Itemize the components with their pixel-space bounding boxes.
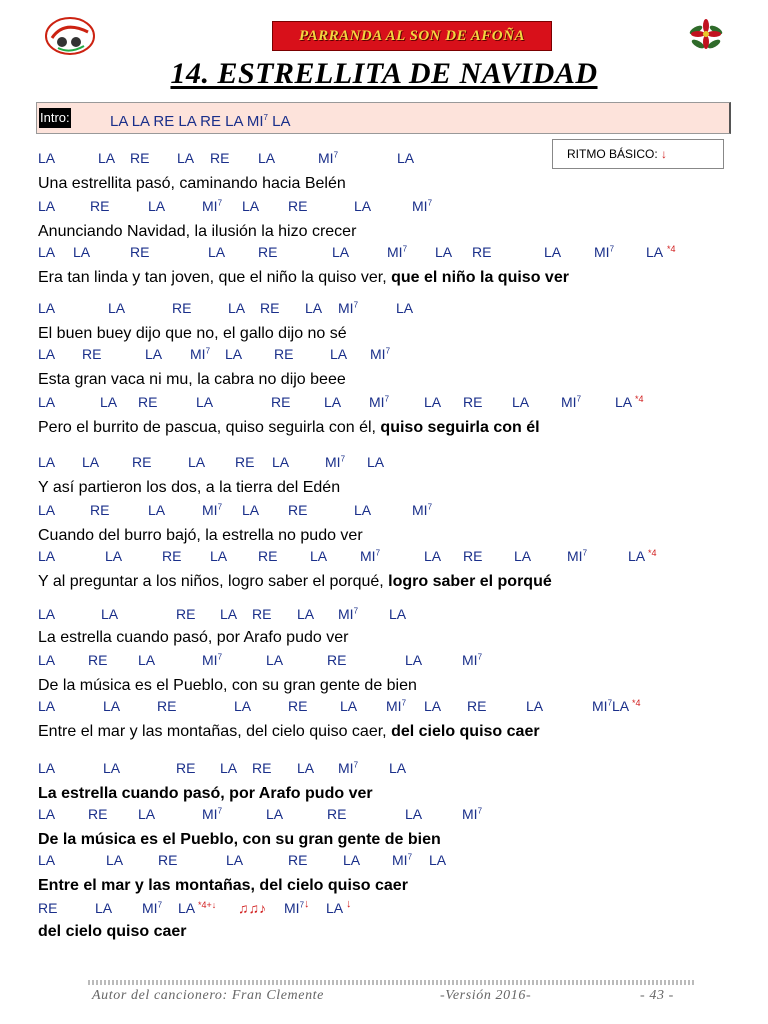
- chord: LA: [424, 548, 442, 564]
- chord: LA: [38, 548, 56, 564]
- chord: LA: [38, 698, 56, 714]
- chord: LA: [148, 502, 166, 518]
- chord-superscript: 7: [375, 548, 381, 558]
- chord: RE: [252, 606, 272, 622]
- chord: LA: [38, 346, 56, 362]
- chord: LA: [38, 760, 56, 776]
- chord: LA: [220, 760, 238, 776]
- repeat-marker: *4+↓: [198, 900, 217, 910]
- intro-label: Intro:: [39, 108, 71, 128]
- lyric-text: Era tan linda y tan joven, que el niño la quiso ver,: [38, 269, 392, 286]
- chord: RE: [162, 548, 182, 564]
- lyric-refrain: que el niño la quiso ver: [391, 269, 569, 286]
- chord: LA: [297, 606, 315, 622]
- lyric-line: [38, 526, 363, 546]
- song-title: 14. ESTRELLITA DE NAVIDAD: [170, 57, 598, 90]
- chord: LA: [220, 606, 238, 622]
- chord: RE: [176, 606, 196, 622]
- chord: LA: [396, 300, 414, 316]
- chord: LA: [242, 198, 260, 214]
- chord: LA: [234, 698, 252, 714]
- intro-chord: RE: [200, 113, 221, 130]
- chord: RE: [138, 394, 158, 410]
- chord: LA: [138, 652, 156, 668]
- lyric-text: Pero el burrito de pascua, quiso seguirla con él,: [38, 419, 381, 436]
- chord-superscript: 7: [609, 244, 615, 254]
- chord: $MI^7$: [190, 346, 211, 362]
- lyric-line: [38, 628, 348, 648]
- chord: LA: [177, 150, 195, 166]
- chord-superscript: 7: [384, 394, 390, 404]
- chord: LA: [514, 548, 532, 564]
- chord-superscript: 7: [157, 900, 163, 910]
- chord: RE: [130, 150, 150, 166]
- chord: RE: [463, 548, 483, 564]
- chord: LA: [100, 394, 118, 410]
- lyric-text: La estrella cuando pasó, por Arafo pudo ver: [38, 629, 349, 646]
- chord: LA: [405, 652, 423, 668]
- lyric-line: [38, 418, 540, 438]
- chord-superscript: 7: [402, 244, 408, 254]
- intro-chord: LA: [178, 113, 196, 130]
- intro-chord: LA: [272, 113, 291, 130]
- lyric-text: Y así partieron los dos, a la tierra del Edén: [38, 479, 341, 496]
- chord: LA: [101, 606, 119, 622]
- chord: $MI^7$: [284, 900, 305, 916]
- chord: $MI^7$: [412, 198, 433, 214]
- chord: LA: [38, 606, 56, 622]
- chord: LA: [526, 698, 544, 714]
- chord: $MI^7$: [561, 394, 582, 410]
- chord: LA: [38, 244, 56, 260]
- chord: RE: [38, 900, 58, 916]
- lyric-line: [38, 268, 569, 288]
- chord: $MI^7$: [202, 502, 223, 518]
- repeat-marker: *4: [648, 548, 657, 558]
- chord: LA: [367, 454, 385, 470]
- chord-superscript: 7: [607, 698, 613, 708]
- chord: RE: [88, 652, 108, 668]
- chord: LA: [108, 300, 126, 316]
- lyric-line: [38, 478, 340, 498]
- chord-superscript: 7: [407, 852, 413, 862]
- chord: RE: [158, 852, 178, 868]
- chord: LA: [145, 346, 163, 362]
- chord: $MI^7$: [338, 760, 359, 776]
- chord: RE: [88, 806, 108, 822]
- lyric-line: [38, 876, 408, 896]
- chord-superscript: 7: [205, 346, 211, 356]
- chord: RE: [132, 454, 152, 470]
- chord-superscript: 7: [333, 150, 339, 160]
- lyric-text: De la música es el Pueblo, con su gran gente de bien: [38, 677, 417, 694]
- chord: LA: [38, 150, 56, 166]
- chord: LA: [297, 760, 315, 776]
- chord: $MI^7$: [594, 244, 615, 260]
- chord-superscript: 7: [427, 198, 433, 208]
- chord: LA: [98, 150, 116, 166]
- chord: $MI^7$: [567, 548, 588, 564]
- chord: LA: [82, 454, 100, 470]
- chord: RE: [271, 394, 291, 410]
- chord: LA: [38, 198, 56, 214]
- chord: LA: [38, 502, 56, 518]
- lyric-line: [38, 830, 441, 850]
- repeat-marker: *4: [632, 698, 641, 708]
- chord: RE: [258, 244, 278, 260]
- chord: LA: [38, 394, 56, 410]
- chord: $MI^7$: [338, 606, 359, 622]
- lyric-refrain: del cielo quiso caer: [38, 923, 187, 940]
- chord-superscript: 7: [477, 652, 483, 662]
- chord: LA: [612, 698, 630, 714]
- chord: LA: [340, 698, 358, 714]
- chord: $MI^7$: [202, 198, 223, 214]
- lyric-line: [38, 676, 417, 696]
- chord: RE: [82, 346, 102, 362]
- chord: LA: [38, 454, 56, 470]
- chord: LA: [310, 548, 328, 564]
- chord: LA: [73, 244, 91, 260]
- repeat-marker: *4: [667, 244, 676, 254]
- music-notes-icon: ♫♫♪: [238, 900, 266, 916]
- chord: LA: [148, 198, 166, 214]
- chord: LA: [258, 150, 276, 166]
- chord: LA: [512, 394, 530, 410]
- chord: RE: [210, 150, 230, 166]
- chord: LA: [242, 502, 260, 518]
- intro-chord: $MI^7$: [246, 113, 268, 130]
- chord: RE: [157, 698, 177, 714]
- chord: RE: [252, 760, 272, 776]
- chord: RE: [463, 394, 483, 410]
- lyric-refrain: Entre el mar y las montañas, del cielo quiso caer: [38, 877, 408, 894]
- chord: LA: [196, 394, 214, 410]
- chord: RE: [288, 198, 308, 214]
- chord-superscript: 7: [353, 300, 359, 310]
- footer-page-number: - 43 -: [640, 988, 674, 1003]
- chord: LA: [628, 548, 646, 564]
- intro-chord: LA: [110, 113, 128, 130]
- chord: RE: [130, 244, 150, 260]
- chord-superscript: 7: [353, 606, 359, 616]
- chord: $MI^7$: [338, 300, 359, 316]
- lyric-line: [38, 370, 346, 390]
- chord: LA: [266, 806, 284, 822]
- chord: $MI^7$: [412, 502, 433, 518]
- chord: LA: [272, 454, 290, 470]
- lyric-text: Cuando del burro bajó, la estrella no pudo ver: [38, 527, 363, 544]
- chord-superscript: 7: [340, 454, 346, 464]
- chord: LA: [38, 300, 56, 316]
- lyric-text: Y al preguntar a los niños, logro saber el porqué,: [38, 573, 389, 590]
- chord: LA: [103, 760, 121, 776]
- lyric-line: [38, 174, 346, 194]
- chord: LA: [266, 652, 284, 668]
- chord: $MI^7$: [142, 900, 163, 916]
- chord: LA: [38, 806, 56, 822]
- chord-superscript: 7: [477, 806, 483, 816]
- chord: RE: [176, 760, 196, 776]
- chord: LA: [178, 900, 196, 916]
- lyric-refrain: La estrella cuando pasó, por Arafo pudo ver: [38, 785, 373, 802]
- chord-superscript: 7: [353, 760, 359, 770]
- down-arrow-icon: ↓: [346, 898, 352, 910]
- lyric-text: Una estrellita pasó, caminando hacia Belén: [38, 175, 346, 192]
- chord: RE: [327, 652, 347, 668]
- chord: RE: [288, 852, 308, 868]
- chord-superscript: 7: [582, 548, 588, 558]
- lyric-text: Esta gran vaca ni mu, la cabra no dijo beee: [38, 371, 346, 388]
- lyric-text: El buen buey dijo que no, el gallo dijo no sé: [38, 325, 347, 342]
- chord: LA: [354, 502, 372, 518]
- chord: LA: [106, 852, 124, 868]
- down-arrow-icon: ↓: [661, 147, 668, 161]
- lyric-line: [38, 922, 187, 942]
- chord: RE: [274, 346, 294, 362]
- chord: LA: [105, 548, 123, 564]
- chord: LA: [354, 198, 372, 214]
- chord: LA: [210, 548, 228, 564]
- footer-author: Autor del cancionero: Fran Clemente: [92, 988, 324, 1003]
- lyric-refrain: De la música es el Pueblo, con su gran gente de bien: [38, 831, 441, 848]
- chord-superscript: 7: [385, 346, 391, 356]
- chord: $MI^7$: [202, 806, 223, 822]
- lyric-refrain: logro saber el porqué: [388, 573, 552, 590]
- chord: LA: [435, 244, 453, 260]
- chord: RE: [472, 244, 492, 260]
- chord: RE: [172, 300, 192, 316]
- lyric-line: [38, 572, 552, 592]
- chord: $MI^7$: [360, 548, 381, 564]
- chord: $MI^7$: [386, 698, 407, 714]
- chord: LA: [38, 652, 56, 668]
- chord: LA: [326, 900, 344, 916]
- chord: LA: [429, 852, 447, 868]
- chord: LA: [225, 346, 243, 362]
- chord: LA: [228, 300, 246, 316]
- chord: RE: [288, 502, 308, 518]
- chord: LA: [188, 454, 206, 470]
- chord: LA: [332, 244, 350, 260]
- chord: LA: [38, 852, 56, 868]
- chord: RE: [467, 698, 487, 714]
- lyric-refrain: quiso seguirla con él: [380, 419, 540, 436]
- chord: $MI^7$: [202, 652, 223, 668]
- lyric-text: Anunciando Navidad, la ilusión la hizo crecer: [38, 223, 357, 240]
- chord-superscript: 7: [217, 198, 223, 208]
- chord: LA: [544, 244, 562, 260]
- chord: LA: [324, 394, 342, 410]
- chord: LA: [405, 806, 423, 822]
- lyric-text: Entre el mar y las montañas, del cielo quiso caer,: [38, 723, 392, 740]
- ritmo-label: RITMO BÁSICO:: [567, 147, 658, 161]
- lyric-line: [38, 722, 540, 742]
- chord: $MI^7$: [392, 852, 413, 868]
- chord: $MI^7$: [318, 150, 339, 166]
- chord: LA: [138, 806, 156, 822]
- chord: $MI^7$: [369, 394, 390, 410]
- chord: $MI^7$: [387, 244, 408, 260]
- chord: RE: [258, 548, 278, 564]
- chord: LA: [389, 606, 407, 622]
- footer-divider: [88, 980, 696, 985]
- lyric-refrain: del cielo quiso caer: [391, 723, 540, 740]
- chord: LA: [103, 698, 121, 714]
- chord: RE: [260, 300, 280, 316]
- chord-superscript: 7: [217, 502, 223, 512]
- lyric-line: [38, 222, 356, 242]
- chord: $MI^7$: [592, 698, 613, 714]
- chord-superscript: 7: [263, 113, 268, 122]
- down-arrow-icon: ↓: [304, 898, 310, 910]
- chord: LA: [397, 150, 415, 166]
- chord: LA: [343, 852, 361, 868]
- chord: $MI^7$: [462, 806, 483, 822]
- chord-superscript: 7: [299, 900, 305, 910]
- chord: LA: [615, 394, 633, 410]
- chord: RE: [235, 454, 255, 470]
- chord: RE: [90, 198, 110, 214]
- intro-chord: LA: [131, 113, 150, 130]
- chord-superscript: 7: [427, 502, 433, 512]
- footer-version: -Versión 2016-: [440, 988, 532, 1003]
- chord: LA: [424, 394, 442, 410]
- chord: LA: [208, 244, 226, 260]
- chord-superscript: 7: [217, 652, 223, 662]
- chord: LA: [424, 698, 442, 714]
- chord: LA: [646, 244, 664, 260]
- chord: LA: [305, 300, 323, 316]
- lyric-line: [38, 784, 373, 804]
- chord: LA: [389, 760, 407, 776]
- chord: LA: [226, 852, 244, 868]
- chord: RE: [327, 806, 347, 822]
- header-banner: PARRANDA AL SON DE AFOÑA: [272, 21, 552, 51]
- chord-superscript: 7: [576, 394, 582, 404]
- chord-superscript: 7: [401, 698, 407, 708]
- chord: RE: [90, 502, 110, 518]
- chord: $MI^7$: [370, 346, 391, 362]
- chord: LA: [330, 346, 348, 362]
- lyric-line: [38, 324, 347, 344]
- intro-chord: LA: [225, 113, 243, 130]
- chord: $MI^7$: [462, 652, 483, 668]
- chord: LA: [95, 900, 113, 916]
- chord: $MI^7$: [325, 454, 346, 470]
- intro-chord: RE: [153, 113, 175, 130]
- repeat-marker: *4: [635, 394, 644, 404]
- chord-superscript: 7: [217, 806, 223, 816]
- chord: RE: [288, 698, 308, 714]
